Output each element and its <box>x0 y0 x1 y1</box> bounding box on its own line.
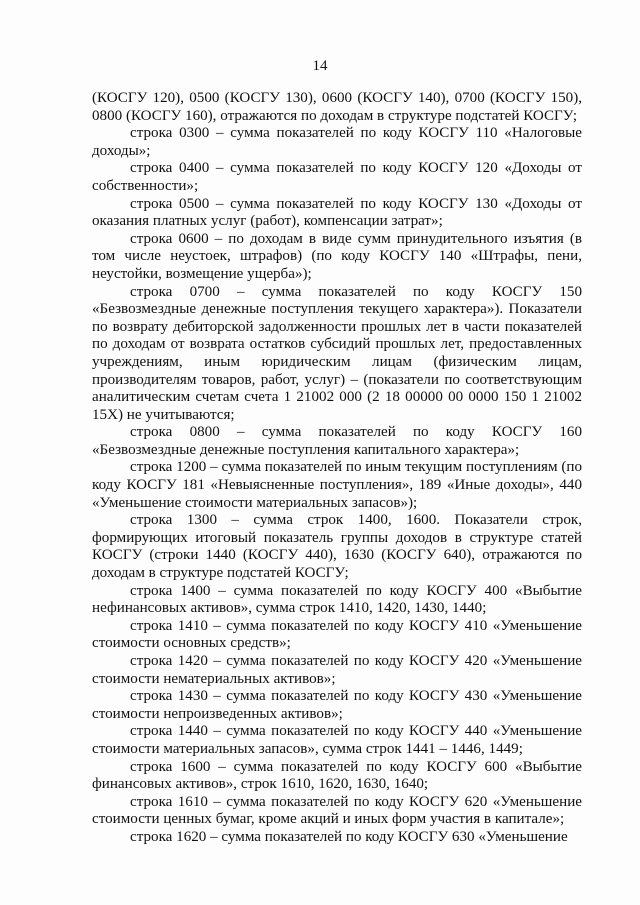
body-text <box>92 90 582 847</box>
paragraph: строка 0300 – сумма показателей по коду КОСГУ 110 «Налоговые доходы»; <box>92 125 582 159</box>
paragraph: строка 1620 – сумма показателей по коду КОСГУ 630 «Уменьшение <box>130 828 568 845</box>
paragraph: строка 0700 – сумма показателей по коду КОСГУ 150 «Безвозмездные денежные поступления текущего характера»). Показатели по возврату дебиторской задолженности прошлых лет в части показателей по доходам от возврата остатков субсидий прошлых лет, предоставленных учреждениям, иным юридическим лицам (физическим лицам, производителям товаров, работ, услуг) – (показатели по соответствующим аналитическим счетам счета 1 21002 000 (2 18 00000 00 0000 150 1 21002 15Х) не учитываются; <box>92 283 582 423</box>
paragraph: (КОСГУ 120), 0500 (КОСГУ 130), 0600 (КОСГУ 140), 0700 (КОСГУ 150), 0800 (КОСГУ 160), отражаются по доходам в структуре подстатей КОСГУ; <box>92 90 582 124</box>
paragraph: строка 0400 – сумма показателей по коду КОСГУ 120 «Доходы от собственности»; <box>92 160 582 194</box>
paragraph: строка 1400 – сумма показателей по коду КОСГУ 400 «Выбытие нефинансовых активов», сумма строк 1410, 1420, 1430, 1440; <box>92 582 582 617</box>
paragraph: строка 0500 – сумма показателей по коду КОСГУ 130 «Доходы от оказания платных услуг (работ), компенсации затрат»; <box>92 195 582 230</box>
paragraph: строка 1200 – сумма показателей по иным текущим поступлениям (по коду КОСГУ 181 «Невыясненные поступления», 189 «Иные доходы», 440 «Уменьшение стоимости материальных запасов»); <box>92 459 582 511</box>
page-number: 14 <box>312 58 328 74</box>
paragraph: строка 1430 – сумма показателей по коду КОСГУ 430 «Уменьшение стоимости непроизведенных активов»; <box>92 688 582 722</box>
paragraph: строка 1600 – сумма показателей по коду КОСГУ 600 «Выбытие финансовых активов», строк 1610, 1620, 1630, 1640; <box>92 758 582 793</box>
paragraph: строка 1610 – сумма показателей по коду КОСГУ 620 «Уменьшение стоимости ценных бумаг, кроме акций и иных форм участия в капитале»; <box>92 793 582 828</box>
paragraph: строка 0800 – сумма показателей по коду КОСГУ 160 «Безвозмездные денежные поступления капитального характера»; <box>92 424 582 458</box>
paragraph: строка 1440 – сумма показателей по коду КОСГУ 440 «Уменьшение стоимости материальных запасов», сумма строк 1441 – 1446, 1449; <box>92 723 582 757</box>
paragraph: строка 0600 – по доходам в виде сумм принудительного изъятия (в том числе неустоек, штрафов) (по коду КОСГУ 140 «Штрафы, пени, неустойки, возмещение ущерба»); <box>92 230 582 282</box>
paragraph: строка 1300 – сумма строк 1400, 1600. Показатели строк, формирующих итоговый показатель группы доходов в структуре статей КОСГУ (строки 1440 (КОСГУ 440), 1630 (КОСГУ 640), отражаются по доходам в структуре подстатей КОСГУ; <box>92 512 582 582</box>
paragraph: строка 1410 – сумма показателей по коду КОСГУ 410 «Уменьшение стоимости основных средств»; <box>92 617 582 652</box>
paragraph: строка 1420 – сумма показателей по коду КОСГУ 420 «Уменьшение стоимости нематериальных активов»; <box>92 653 582 687</box>
